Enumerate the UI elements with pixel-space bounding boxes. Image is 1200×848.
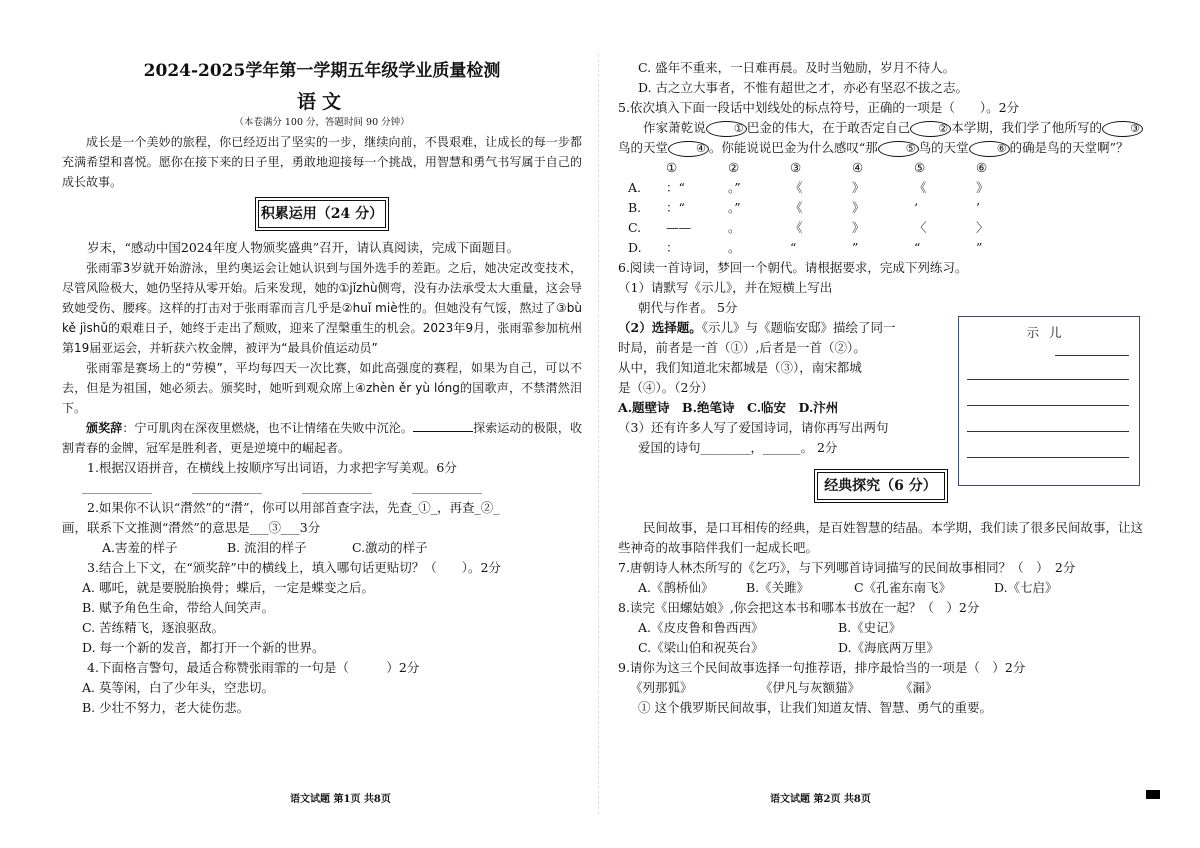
exam-note: （本卷满分 100 分，答题时间 90 分钟） xyxy=(234,117,410,128)
q6-part-3a: （3）还有许多人写了爱国诗词，请你再写出两句 xyxy=(618,420,889,435)
award-blank[interactable] xyxy=(413,418,473,432)
q5-option-b[interactable]: B. ：“ 。” 《 》 ‘ ’ xyxy=(628,200,980,215)
page-divider xyxy=(598,54,599,814)
section-accumulation-title: 积累运用（24 分） xyxy=(258,200,386,228)
right-footer: 语文试题 第2页 共8页 xyxy=(770,794,871,805)
mark-4: ④ xyxy=(668,141,709,157)
q5-option-d[interactable]: D. ： 。 “ ” “ ” xyxy=(628,240,983,255)
reading-intro: 岁末，“感动中国2024年度人物颁奖盛典”召开，请认真阅读，完成下面题目。 xyxy=(87,240,520,255)
question-7: 7.唐朝诗人林杰所写的《乞巧》，与下列哪首诗词描写的民间故事相同？（ ） 2分 xyxy=(618,560,1076,575)
exam-title: 2024-2025学年第一学期五年级学业质量检测 xyxy=(143,61,501,81)
q2-option-b[interactable]: B. 流泪的样子 xyxy=(227,540,307,555)
question-1: 1.根据汉语拼音，在横线上按顺序写出词语，力求把字写美观。6分 xyxy=(87,460,457,475)
q2-option-c[interactable]: C.激动的样子 xyxy=(352,540,428,555)
q3-option-c[interactable]: C. 苦练精飞，逐浪驱敌。 xyxy=(82,620,225,635)
q2-options xyxy=(62,538,582,558)
section-classics-title: 经典探究（6 分） xyxy=(817,472,945,500)
q4-option-a[interactable]: A. 莫等闲，白了少年头，空悲切。 xyxy=(82,680,274,695)
right-page xyxy=(618,58,1143,718)
q9-recommendation-1: ① 这个俄罗斯民间故事，让我们知道友情、智慧、勇气的重要。 xyxy=(638,700,992,715)
q3-option-d[interactable]: D. 每一个新的发音，都打开一个新的世界。 xyxy=(82,640,325,655)
question-3: 3.结合上下文，在“颁奖辞”中的横线上，填入哪句话更贴切？（ ）。2分 xyxy=(87,560,501,575)
poem-answer-box[interactable] xyxy=(958,316,1140,486)
poem-line-2[interactable] xyxy=(967,405,1129,406)
award-label: 颁奖辞 xyxy=(86,421,123,435)
q6-part-2: （2）选择题。《示儿》与《题临安邸》描绘了同一 xyxy=(618,320,896,335)
left-footer: 语文试题 第1页 共8页 xyxy=(290,794,391,805)
question-2b: 画，联系下文推测“潸然”的意思是___③___3分 xyxy=(62,520,321,535)
q7-option-b[interactable]: B.《关雎》 xyxy=(746,580,810,595)
q5-header-row: ① ② ③ ④ ⑤ ⑥ xyxy=(666,160,988,175)
q9-books xyxy=(618,678,1143,698)
mark-5: ⑤ xyxy=(878,141,919,157)
award-speech: 颁奖辞：宁可肌肉在深夜里燃烧，也不让情绪在失败中沉沦。 探索运动的极限，收割青春的金牌，冠军是胜利者，更是逆境中的崛起者。 xyxy=(62,418,582,458)
poem-author-line[interactable] xyxy=(1055,355,1129,356)
q5-option-c[interactable]: C. —— 。 《 》 〈 〉 xyxy=(628,220,989,235)
q4-option-c[interactable]: C. 盛年不重来，一日难再晨。及时当勉励，岁月不待人。 xyxy=(638,60,956,75)
q4-option-d[interactable]: D. 古之立大事者，不惟有超世之才，亦必有坚忍不拔之志。 xyxy=(638,80,969,95)
q8-option-a[interactable]: A.《皮皮鲁和鲁西西》 xyxy=(638,620,764,635)
q7-option-d[interactable]: D.《七启》 xyxy=(994,580,1058,595)
q8-option-b[interactable]: B.《史记》 xyxy=(838,620,902,635)
q8-option-d[interactable]: D.《海底两万里》 xyxy=(838,640,940,655)
q7-option-a[interactable]: A.《鹊桥仙》 xyxy=(638,580,714,595)
q6-part-1b: 朝代与作者。 5分 xyxy=(638,300,738,315)
poem-line-3[interactable] xyxy=(967,431,1129,432)
q2-option-a[interactable]: A.害羞的样子 xyxy=(102,540,178,555)
poem-title: 示儿 xyxy=(1026,325,1072,340)
q6-part-2d: 是（④）。（2分） xyxy=(618,380,714,395)
q5-punctuation-table xyxy=(628,158,1038,258)
q8-options-row2 xyxy=(618,638,1143,658)
q3-option-a[interactable]: A. 哪吒，就是要脱胎换骨；蝶后，一定是蝶变之后。 xyxy=(82,580,374,595)
q6-part-2b: 时局，前者是一首（①）,后者是一首（②）。 xyxy=(618,340,866,355)
q3-option-b[interactable]: B. 赋予角色生命，带给人间笑声。 xyxy=(82,600,275,615)
q6-part-1a: （1）请默写《示儿》，并在短横上写出 xyxy=(618,280,833,295)
q5-option-a[interactable]: A. ：“ 。” 《 》 《 》 xyxy=(628,180,989,195)
poem-line-4[interactable] xyxy=(967,457,1129,458)
q9-book-1: 《列那狐》 xyxy=(630,680,693,695)
question-8: 8.读完《田螺姑娘》,你会把这本书和哪本书放在一起？（ ）2分 xyxy=(618,600,980,615)
reading-paragraph-2: 张雨霏是赛场上的“劳模”，平均每四天一次比赛，如此高强度的赛程，如果为自己，可以不去，但是为祖国，她必须去。颁奖时，她听到观众席上④zhèn ěr yù lóng的国歌声，不禁潸然泪下。 xyxy=(62,361,582,415)
q5-passage: 作家萧乾说 ① 巴金的伟大，在于敢否定自己 ② 本学期，我们学了他所写的 ③鸟的天堂 ④ 。你能说说巴金为什么感叹“那 ⑤ 鸟的天堂 ⑥ 的确是鸟的天堂啊”？ xyxy=(618,118,1143,158)
q7-options xyxy=(618,578,1143,598)
corner-mark xyxy=(1146,790,1160,799)
q4-option-b[interactable]: B. 少壮不努力，老大徒伤悲。 xyxy=(82,700,250,715)
q9-book-3: 《漏》 xyxy=(900,680,938,695)
mark-2: ② xyxy=(910,121,951,137)
question-5: 5.依次填入下面一段话中划线处的标点符号，正确的一项是（ ）。2分 xyxy=(618,100,1020,115)
poem-line-1[interactable] xyxy=(967,379,1129,380)
question-4: 4.下面格言警句，最适合称赞张雨霏的一句是（ ）2分 xyxy=(87,660,420,675)
q6-options[interactable]: A.题壁诗 B.绝笔诗 C.临安 D.汴州 xyxy=(618,400,839,415)
q6-part-2c: 从中，我们知道北宋都城是（③），南宋都城 xyxy=(618,360,862,375)
mark-1: ① xyxy=(706,121,747,137)
q7-option-c[interactable]: C《孔雀东南飞》 xyxy=(854,580,952,595)
mark-3: ③ xyxy=(1102,121,1143,137)
q6-left-column xyxy=(618,278,938,458)
question-6: 6.阅读一首诗词，梦回一个朝代。请根据要求，完成下列练习。 xyxy=(618,260,968,275)
q8-options-row1 xyxy=(618,618,1143,638)
mark-6: ⑥ xyxy=(969,141,1010,157)
q8-option-c[interactable]: C.《梁山伯和祝英台》 xyxy=(638,640,764,655)
q6-part-3b[interactable]: 爱国的诗句________，______。 2分 xyxy=(638,440,838,455)
left-page xyxy=(62,58,582,718)
reading-paragraph-1: 张雨霏3岁就开始游泳，里约奥运会让她认识到与国外选手的差距。之后，她决定改变技术，尽管风险极大，她仍坚持从零开始。后来发现，她的①jǐzhù侧弯，没有办法承受太大重量，这会导致她受伤、腰疼。这样的打击对于张雨霏而言几乎是②huǐ miè性的。但她没有气馁，熬过了③bù kě jìshǔ的艰难日子，她终于走出了颓败，迎来了涅槃重生的机会。2023年9月，张雨霏参加杭州第19届亚运会，并斩获六枚金牌，被评为“最具价值运动员” xyxy=(62,261,582,355)
q9-book-2: 《伊凡与灰额猫》 xyxy=(760,680,861,695)
subject-title: 语文 xyxy=(296,91,347,113)
question-2a: 2.如果你不认识“潸然”的“潸”，你可以用部首查字法，先查_①_，再查_②_ xyxy=(87,500,500,515)
question-9: 9.请你为这三个民间故事选择一句推荐语，排序最恰当的一项是（ ）2分 xyxy=(618,660,1026,675)
q1-answer-lines[interactable] xyxy=(62,480,582,494)
intro-paragraph: 成长是一个美妙的旅程，你已经迈出了坚实的一步，继续向前，不畏艰难，让成长的每一步都充满希望和喜悦。愿你在接下来的日子里，勇敢地迎接每一个挑战，用智慧和勇气书写属于自己的成长故事。 xyxy=(62,135,582,189)
folk-intro: 民间故事，是口耳相传的经典，是百姓智慧的结晶。本学期，我们读了很多民间故事，让这些神奇的故事陪伴我们一起成长吧。 xyxy=(618,520,1144,555)
